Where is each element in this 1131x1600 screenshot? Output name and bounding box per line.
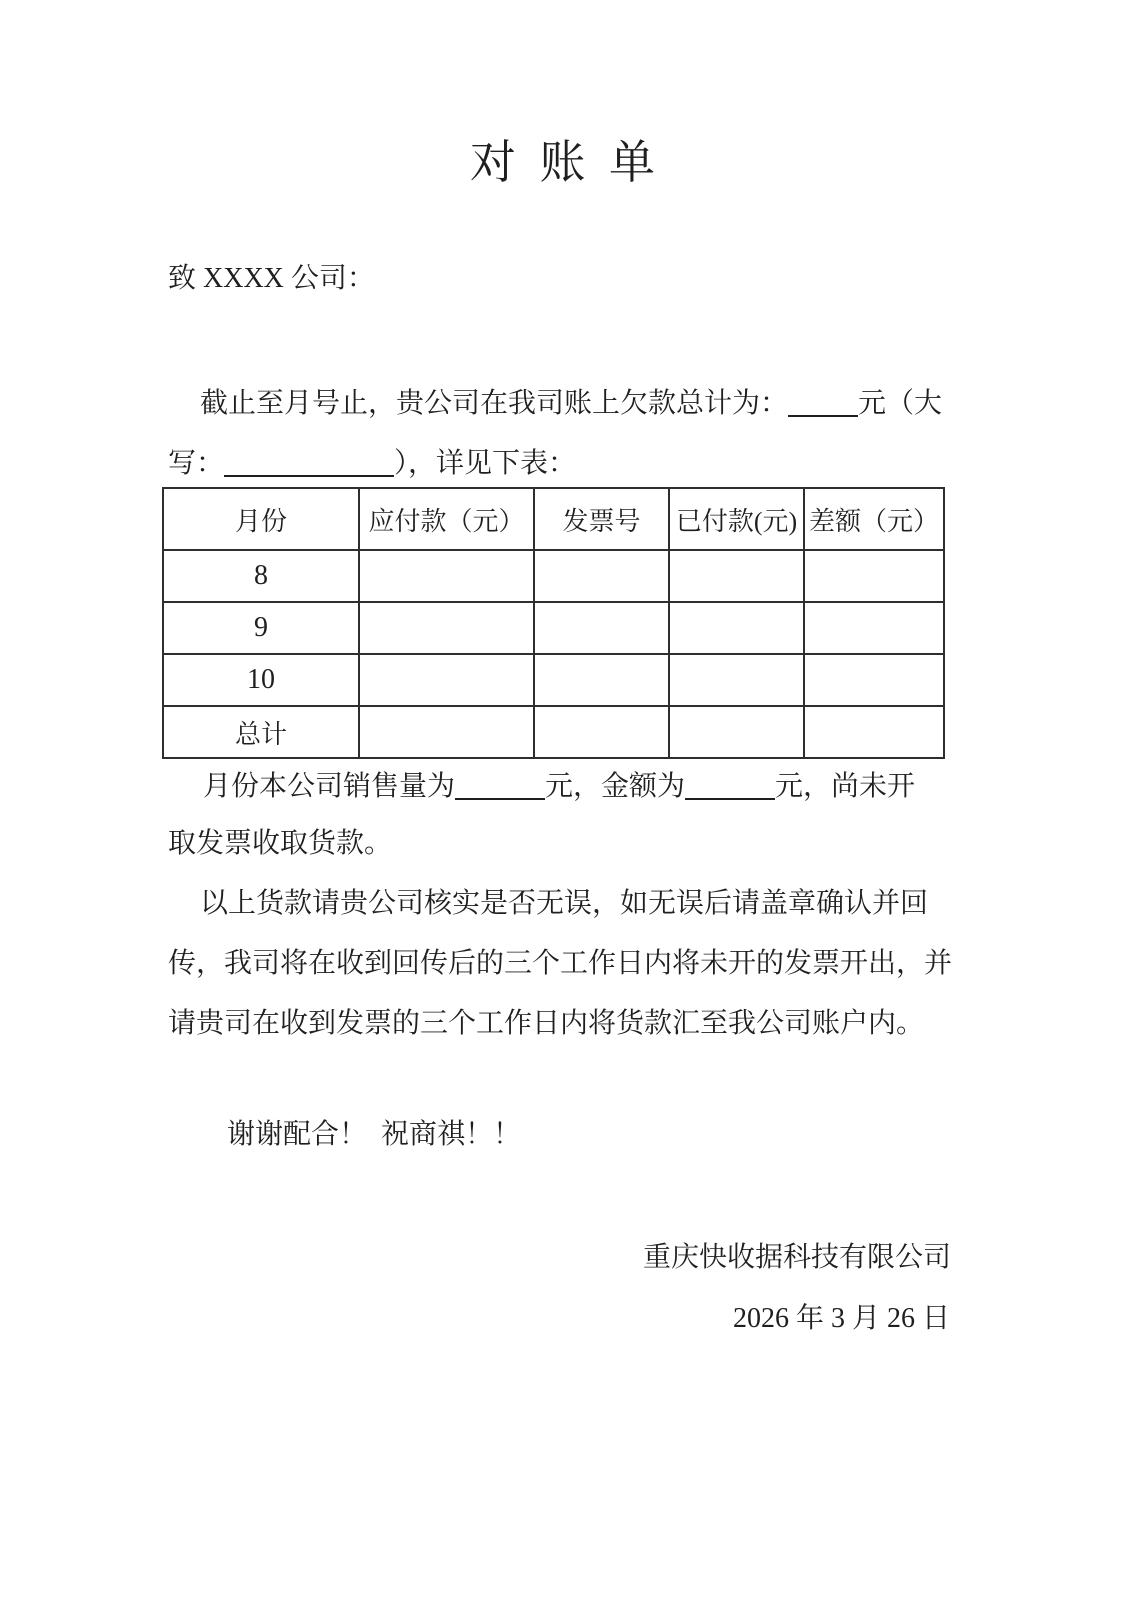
paid-cell bbox=[669, 602, 804, 654]
paragraph-line bbox=[168, 374, 968, 434]
paragraph-line bbox=[168, 434, 968, 494]
paid-cell bbox=[669, 550, 804, 602]
invoice-cell bbox=[534, 654, 669, 706]
sales-amount-blank-underline bbox=[685, 776, 775, 800]
amount-blank-underline bbox=[788, 393, 858, 417]
difference-cell bbox=[804, 654, 944, 706]
header-paid: 已付款(元) bbox=[669, 488, 804, 550]
header-payable: 应付款（元） bbox=[359, 488, 534, 550]
total-label-cell: 总计 bbox=[163, 706, 359, 758]
payable-cell bbox=[359, 654, 534, 706]
paid-cell bbox=[669, 654, 804, 706]
amount-due-text: 截止至月号止，贵公司在我司账上欠款总计为： bbox=[200, 388, 789, 419]
sales-volume-blank-underline bbox=[455, 776, 545, 800]
invoice-cell bbox=[534, 550, 669, 602]
statement-table bbox=[162, 487, 945, 759]
paragraph-confirmation bbox=[168, 874, 968, 1054]
sales-volume-text: 月份本公司销售量为 bbox=[203, 771, 456, 802]
table-row-month-8 bbox=[163, 550, 944, 602]
see-table-text: ），详见下表： bbox=[394, 448, 577, 479]
payable-cell bbox=[359, 602, 534, 654]
amount-words-blank-underline bbox=[224, 453, 394, 477]
payable-cell bbox=[359, 550, 534, 602]
difference-cell bbox=[804, 706, 944, 758]
amount-words-label: 写： bbox=[168, 448, 225, 479]
difference-cell bbox=[804, 550, 944, 602]
salutation: 致 XXXX 公司： bbox=[168, 263, 375, 294]
paragraph-line: 以上货款请贵公司核实是否无误，如无误后请盖章确认并回 bbox=[200, 888, 929, 919]
header-invoice-no: 发票号 bbox=[534, 488, 669, 550]
paragraph-line: 取发票收取货款。 bbox=[168, 828, 393, 859]
document-title: 对 账 单 bbox=[470, 137, 661, 188]
signature-date: 2026 年 3 月 26 日 bbox=[732, 1303, 950, 1334]
payable-cell bbox=[359, 706, 534, 758]
amount-due-unit: 元（大 bbox=[858, 388, 943, 419]
paragraph-line: 请贵司在收到发票的三个工作日内将货款汇至我公司账户内。 bbox=[168, 1008, 925, 1039]
paragraph-line: 传，我司将在收到回传后的三个工作日内将未开的发票开出，并 bbox=[168, 948, 953, 979]
invoice-cell bbox=[534, 602, 669, 654]
month-cell: 8 bbox=[163, 550, 359, 602]
month-cell: 10 bbox=[163, 654, 359, 706]
table-header-row bbox=[163, 488, 944, 550]
table-row-total bbox=[163, 706, 944, 758]
difference-cell bbox=[804, 602, 944, 654]
header-difference: 差额（元） bbox=[804, 488, 944, 550]
paragraph-sales bbox=[168, 758, 968, 872]
table-row-month-9 bbox=[163, 602, 944, 654]
paragraph-line bbox=[168, 758, 968, 815]
table-row-month-10 bbox=[163, 654, 944, 706]
signature-company-name: 重庆快收据科技有限公司 bbox=[642, 1242, 951, 1273]
paid-cell bbox=[669, 706, 804, 758]
invoice-cell bbox=[534, 706, 669, 758]
month-cell: 9 bbox=[163, 602, 359, 654]
header-month: 月份 bbox=[163, 488, 359, 550]
sales-amount-text: 元，金额为 bbox=[545, 771, 686, 802]
sales-note-text: 元，尚未开 bbox=[775, 771, 916, 802]
paragraph-amount-due bbox=[168, 374, 968, 494]
closing-thanks: 谢谢配合！ 祝商祺！！ bbox=[227, 1119, 522, 1150]
